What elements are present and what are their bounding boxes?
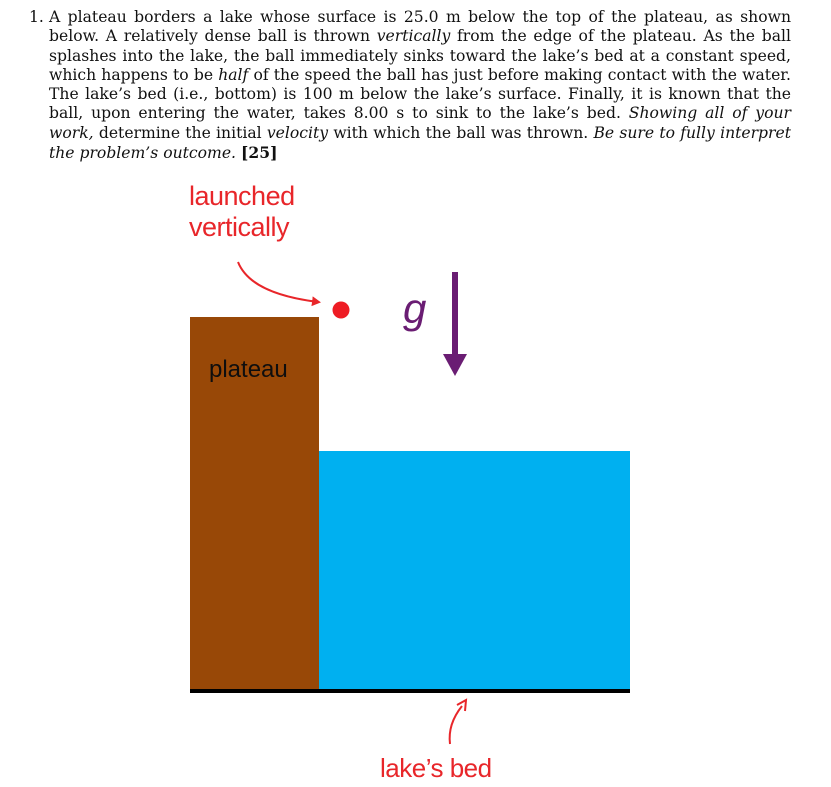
launch-label-line2: vertically (189, 212, 290, 242)
emphasis-half: half (218, 65, 249, 84)
lake (317, 451, 630, 689)
launch-label (189, 181, 295, 243)
lake-bed-line (190, 689, 630, 693)
emphasis-vertically: vertically (376, 27, 451, 46)
problem-text-4: determine the initial (93, 123, 267, 142)
marks-badge: [25] (240, 143, 278, 163)
launch-label-line1: launched (189, 181, 295, 211)
problem-text-2: from the edge of the plateau. As the ball splashes into the lake, the ball immediately sinks toward the lake’s bed at a constant speed, which happens to be (49, 27, 791, 84)
emphasis-interpret: Be sure to fully interpret the problem’s outcome. (49, 123, 791, 163)
gravity-label: g (403, 285, 427, 332)
problem-text-5: with which the ball was thrown. (328, 123, 594, 142)
lake-bed-label: lake’s bed (380, 753, 492, 783)
problem-text-1: A plateau borders a lake whose surface is 25.0 m below the top of the plateau, as shown below. A relatively dense ball is thrown (49, 8, 791, 46)
launch-arrow (238, 262, 318, 302)
emphasis-velocity: velocity (266, 123, 329, 142)
lake-bed-arrow (450, 706, 462, 744)
plateau-label: plateau (209, 356, 288, 383)
gravity-arrow-head (443, 354, 467, 376)
problem-number: 1. (29, 8, 44, 26)
ball (333, 302, 350, 319)
emphasis-showing-work: Showing all of your work, (49, 104, 791, 142)
problem-text-3: of the speed the ball has just before making contact with the water. The lake’s bed (i.e., bottom) is 100 m below the lake’s surface. Finally, it is known that the ball, upon entering the water, takes 8.00 s to sink to the lake’s bed. (49, 65, 791, 123)
